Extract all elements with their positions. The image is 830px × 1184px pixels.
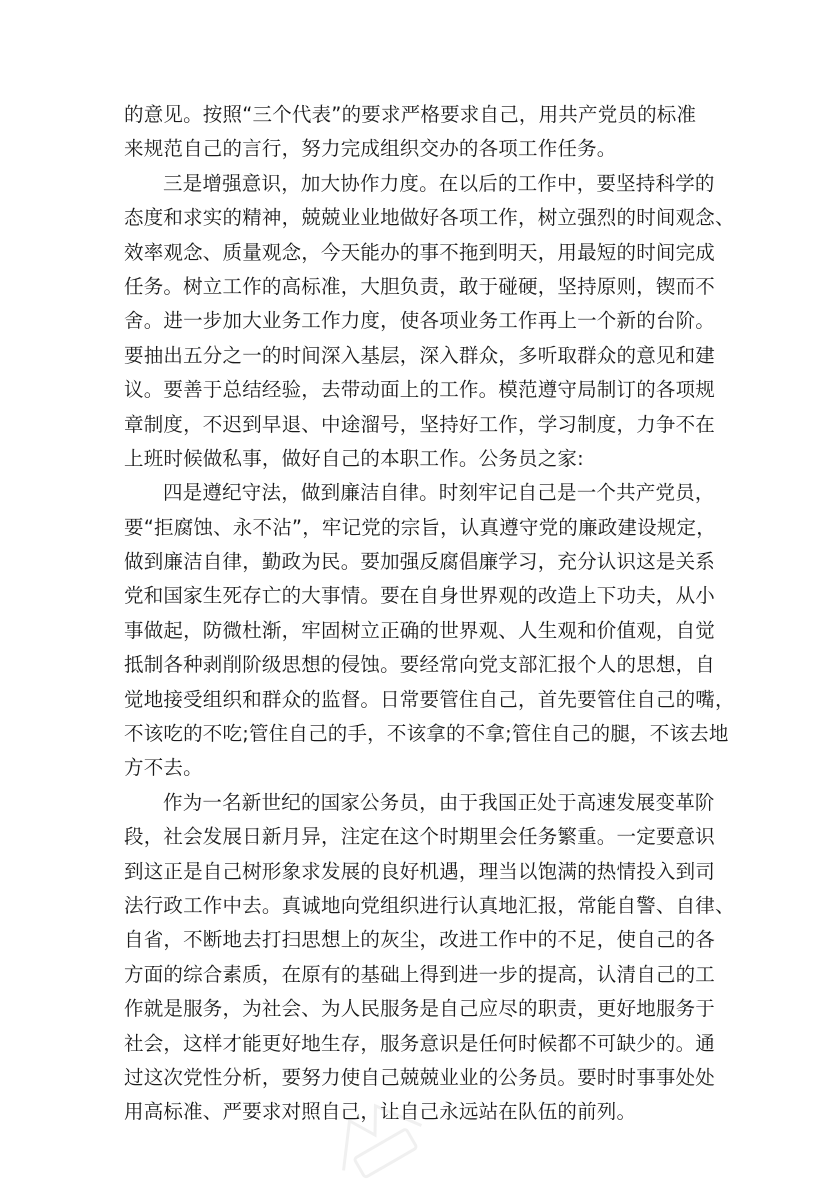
text-line: 社会，这样才能更好地生存，服务意识是任何时候都不可缺少的。通 (124, 1031, 716, 1055)
text-line: 自省，不断地去打扫思想上的灰尘，改进工作中的不足，使自己的各 (124, 928, 716, 952)
text-line: 段，社会发展日新月异，注定在这个时期里会任务繁重。一定要意识 (124, 825, 716, 849)
text-line: 觉地接受组织和群众的监督。日常要管住自己，首先要管住自己的嘴， (124, 687, 735, 711)
text-line: 要“拒腐蚀、永不沾”，牢记党的宗旨，认真遵守党的廉政建设规定， (124, 515, 716, 539)
text-line: 议。要善于总结经验，去带动面上的工作。模范遵守局制订的各项规 (124, 378, 716, 402)
text-line: 要抽出五分之一的时间深入基层，深入群众，多听取群众的意见和建 (124, 343, 716, 367)
text-line: 党和国家生死存亡的大事情。要在自身世界观的改造上下功夫，从小 (124, 584, 716, 608)
paragraph-start-line: 作为一名新世纪的国家公务员，由于我国正处于高速发展变革阶 (163, 790, 715, 814)
text-line: 到这正是自己树形象求发展的良好机遇，理当以饱满的热情投入到司 (124, 859, 716, 883)
text-line: 做到廉洁自律，勤政为民。要加强反腐倡廉学习，充分认识这是关系 (124, 550, 716, 574)
paragraph-start-line: 四是遵纪守法，做到廉洁自律。时刻牢记自己是一个共产党员， (163, 481, 715, 505)
text-line: 来规范自己的言行，努力完成组织交办的各项工作任务。 (124, 137, 617, 161)
text-line: 效率观念、质量观念，今天能办的事不拖到明天，用最短的时间完成 (124, 240, 716, 264)
text-line: 舍。进一步加大业务工作力度，使各项业务工作再上一个新的台阶。 (124, 309, 716, 333)
text-line: 法行政工作中去。真诚地向党组织进行认真地汇报，常能自警、自律、 (124, 893, 735, 917)
text-line: 任务。树立工作的高标准，大胆负责，敢于碰硬，坚持原则，锲而不 (124, 274, 716, 298)
text-line: 用高标准、严要求对照自己，让自己永远站在队伍的前列。 (124, 1100, 637, 1124)
text-line: 不该吃的不吃;管住自己的手，不该拿的不拿;管住自己的腿，不该去地 (124, 722, 729, 746)
text-line: 章制度，不迟到早退、中途溜号，坚持好工作，学习制度，力争不在 (124, 412, 716, 436)
document-body (124, 98, 735, 1130)
text-line: 的意见。按照“三个代表”的要求严格要求自己，用共产党员的标准 (124, 103, 697, 126)
text-line: 抵制各种剥削阶级思想的侵蚀。要经常向党支部汇报个人的思想，自 (124, 653, 716, 677)
text-line: 过这次党性分析，要努力使自己兢兢业业的公务员。要时时事事处处 (124, 1065, 716, 1089)
text-line: 方面的综合素质，在原有的基础上得到进一步的提高，认清自己的工 (124, 962, 716, 986)
paragraph-start-line: 三是增强意识，加大协作力度。在以后的工作中，要坚持科学的 (163, 171, 715, 195)
text-line: 上班时候做私事，做好自己的本职工作。公务员之家: (124, 446, 584, 470)
text-line: 事做起，防微杜渐，牢固树立正确的世界观、人生观和价值观，自觉 (124, 618, 716, 642)
text-line: 态度和求实的精神，兢兢业业地做好各项工作，树立强烈的时间观念、 (124, 206, 735, 230)
text-line: 作就是服务，为社会、为人民服务是自己应尽的职责，更好地服务于 (124, 997, 716, 1021)
text-line: 方不去。 (124, 756, 203, 780)
